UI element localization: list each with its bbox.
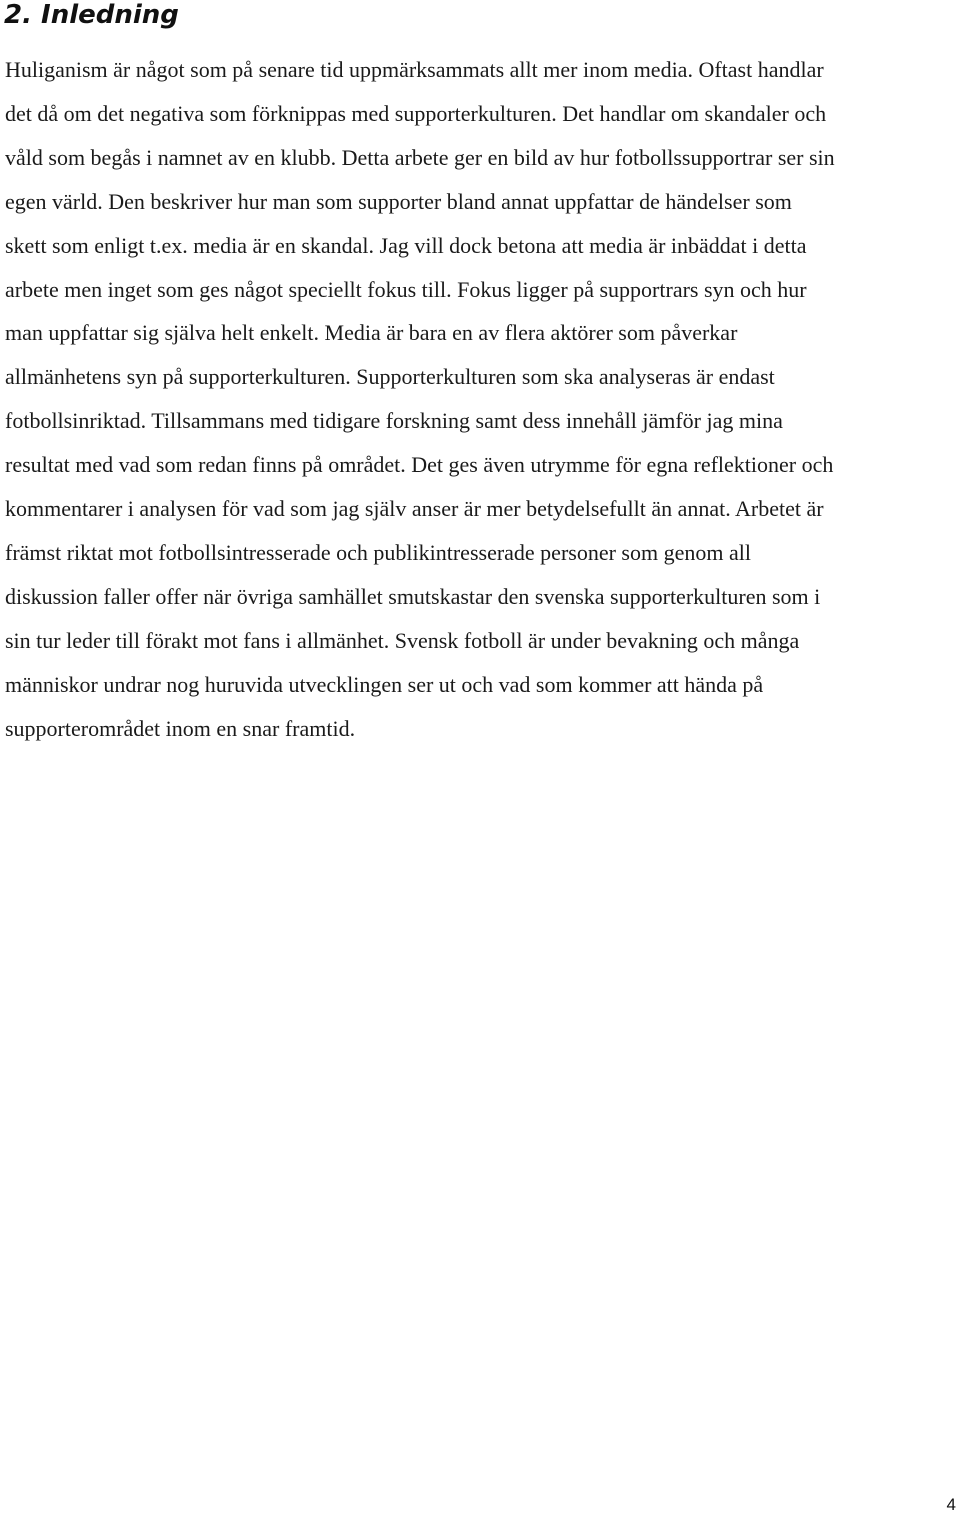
paragraph-line: arbete men inget som ges något speciellt fokus till. Fokus ligger på supportrars syn och hur <box>5 276 807 302</box>
body-paragraph <box>5 48 957 751</box>
page-number: 4 <box>946 1495 956 1514</box>
paragraph-line: resultat med vad som redan finns på området. Det ges även utrymme för egna reflektioner och <box>5 452 834 478</box>
paragraph-line: sin tur leder till förakt mot fans i allmänhet. Svensk fotboll är under bevakning och många <box>5 627 800 653</box>
paragraph-line: egen värld. Den beskriver hur man som supporter bland annat uppfattar de händelser som <box>5 188 792 214</box>
paragraph-line: diskussion faller offer när övriga samhället smutskastar den svenska supporterkulturen som i <box>5 583 821 609</box>
paragraph-line: det då om det negativa som förknippas med supporterkulturen. Det handlar om skandaler och <box>5 100 827 126</box>
paragraph-line: skett som enligt t.ex. media är en skandal. Jag vill dock betona att media är inbäddat i detta <box>5 232 807 258</box>
section-heading: 2. Inledning <box>4 0 179 30</box>
paragraph-line: fotbollsinriktad. Tillsammans med tidigare forskning samt dess innehåll jämför jag mina <box>5 408 783 434</box>
paragraph-line: Huliganism är något som på senare tid uppmärksammats allt mer inom media. Oftast handlar <box>5 57 824 82</box>
paragraph-line: våld som begås i namnet av en klubb. Detta arbete ger en bild av hur fotbollssupportrar ser sin <box>5 144 835 170</box>
paragraph-line: kommentarer i analysen för vad som jag själv anser är mer betydelsefullt än annat. Arbetet är <box>5 496 824 522</box>
paragraph-line: man uppfattar sig själva helt enkelt. Media är bara en av flera aktörer som påverkar <box>5 320 738 346</box>
paragraph-line: supporterområdet inom en snar framtid. <box>5 715 356 741</box>
paragraph-line: allmänhetens syn på supporterkulturen. Supporterkulturen som ska analyseras är endast <box>5 364 775 390</box>
paragraph-line: främst riktat mot fotbollsintresserade och publikintresserade personer som genom all <box>5 539 751 565</box>
paragraph-line: människor undrar nog huruvida utvecklingen ser ut och vad som kommer att hända på <box>5 671 764 697</box>
